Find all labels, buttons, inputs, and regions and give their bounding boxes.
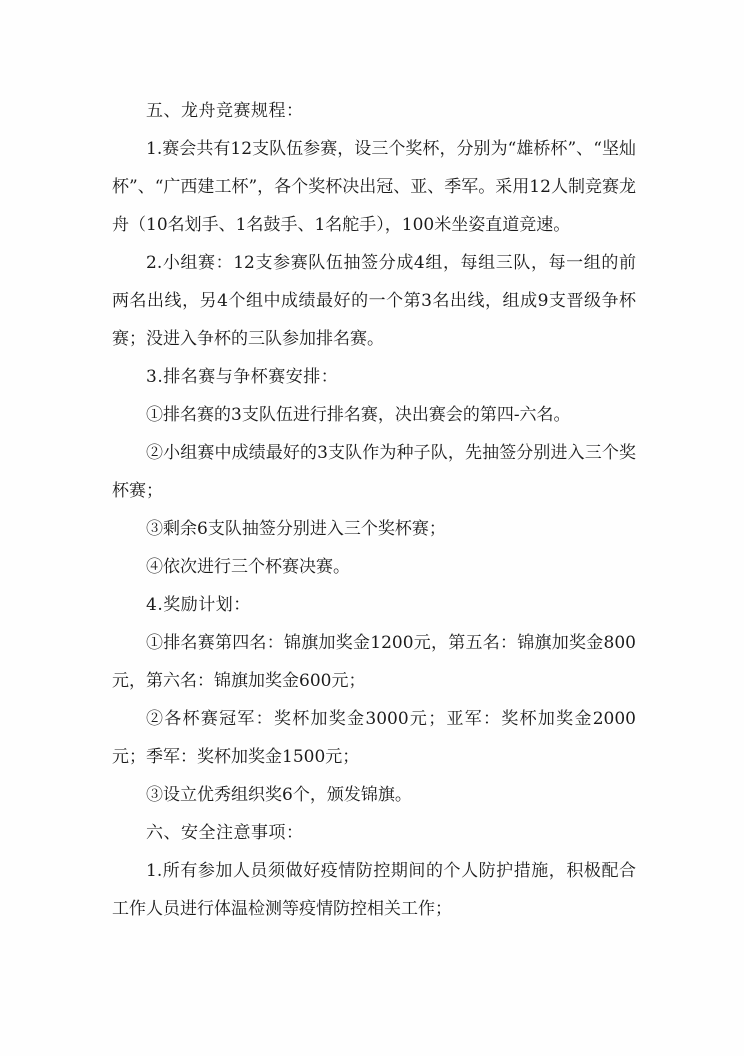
rule-4-item-2: ②各杯赛冠军：奖杯加奖金3000元；亚军：奖杯加奖金2000元；季军：奖杯加奖金1500元； <box>112 709 636 767</box>
rule-3-item-3: ③剩余6支队抽签分别进入三个奖杯赛； <box>146 519 446 539</box>
rule-2-paragraph: 2.小组赛：12支参赛队伍抽签分成4组，每组三队，每一组的前两名出线，另4个组中成绩最好的一个第3名出线，组成9支晋级争杯赛；没进入争杯的三队参加排名赛。 <box>112 253 636 349</box>
section-six-heading: 六、安全注意事项： <box>146 823 304 843</box>
safety-item-1: 1.所有参加人员须做好疫情防控期间的个人防护措施，积极配合工作人员进行体温检测等疫情防控相关工作； <box>112 861 636 919</box>
section-five-heading: 五、龙舟竞赛规程： <box>146 101 304 121</box>
rule-3-item-1: ①排名赛的3支队伍进行排名赛，决出赛会的第四-六名。 <box>146 405 571 425</box>
rule-4-item-1: ①排名赛第四名：锦旗加奖金1200元，第五名：锦旗加奖金800元，第六名：锦旗加奖金600元； <box>112 633 636 691</box>
rule-3-heading: 3.排名赛与争杯赛安排： <box>146 367 339 387</box>
rule-3-item-2: ②小组赛中成绩最好的3支队作为种子队，先抽签分别进入三个奖杯赛； <box>112 443 636 501</box>
rule-1-paragraph: 1.赛会共有12支队伍参赛，设三个奖杯，分别为“雄桥杯”、“坚灿杯”、“广西建工杯”，各个奖杯决出冠、亚、季军。采用12人制竞赛龙舟（10名划手、1名鼓手、1名舵手），100米坐姿直道竞速。 <box>112 139 636 235</box>
rule-4-item-3: ③设立优秀组织奖6个，颁发锦旗。 <box>146 785 412 805</box>
rule-3-item-4: ④依次进行三个杯赛决赛。 <box>146 557 350 577</box>
rule-4-heading: 4.奖励计划： <box>146 595 251 615</box>
